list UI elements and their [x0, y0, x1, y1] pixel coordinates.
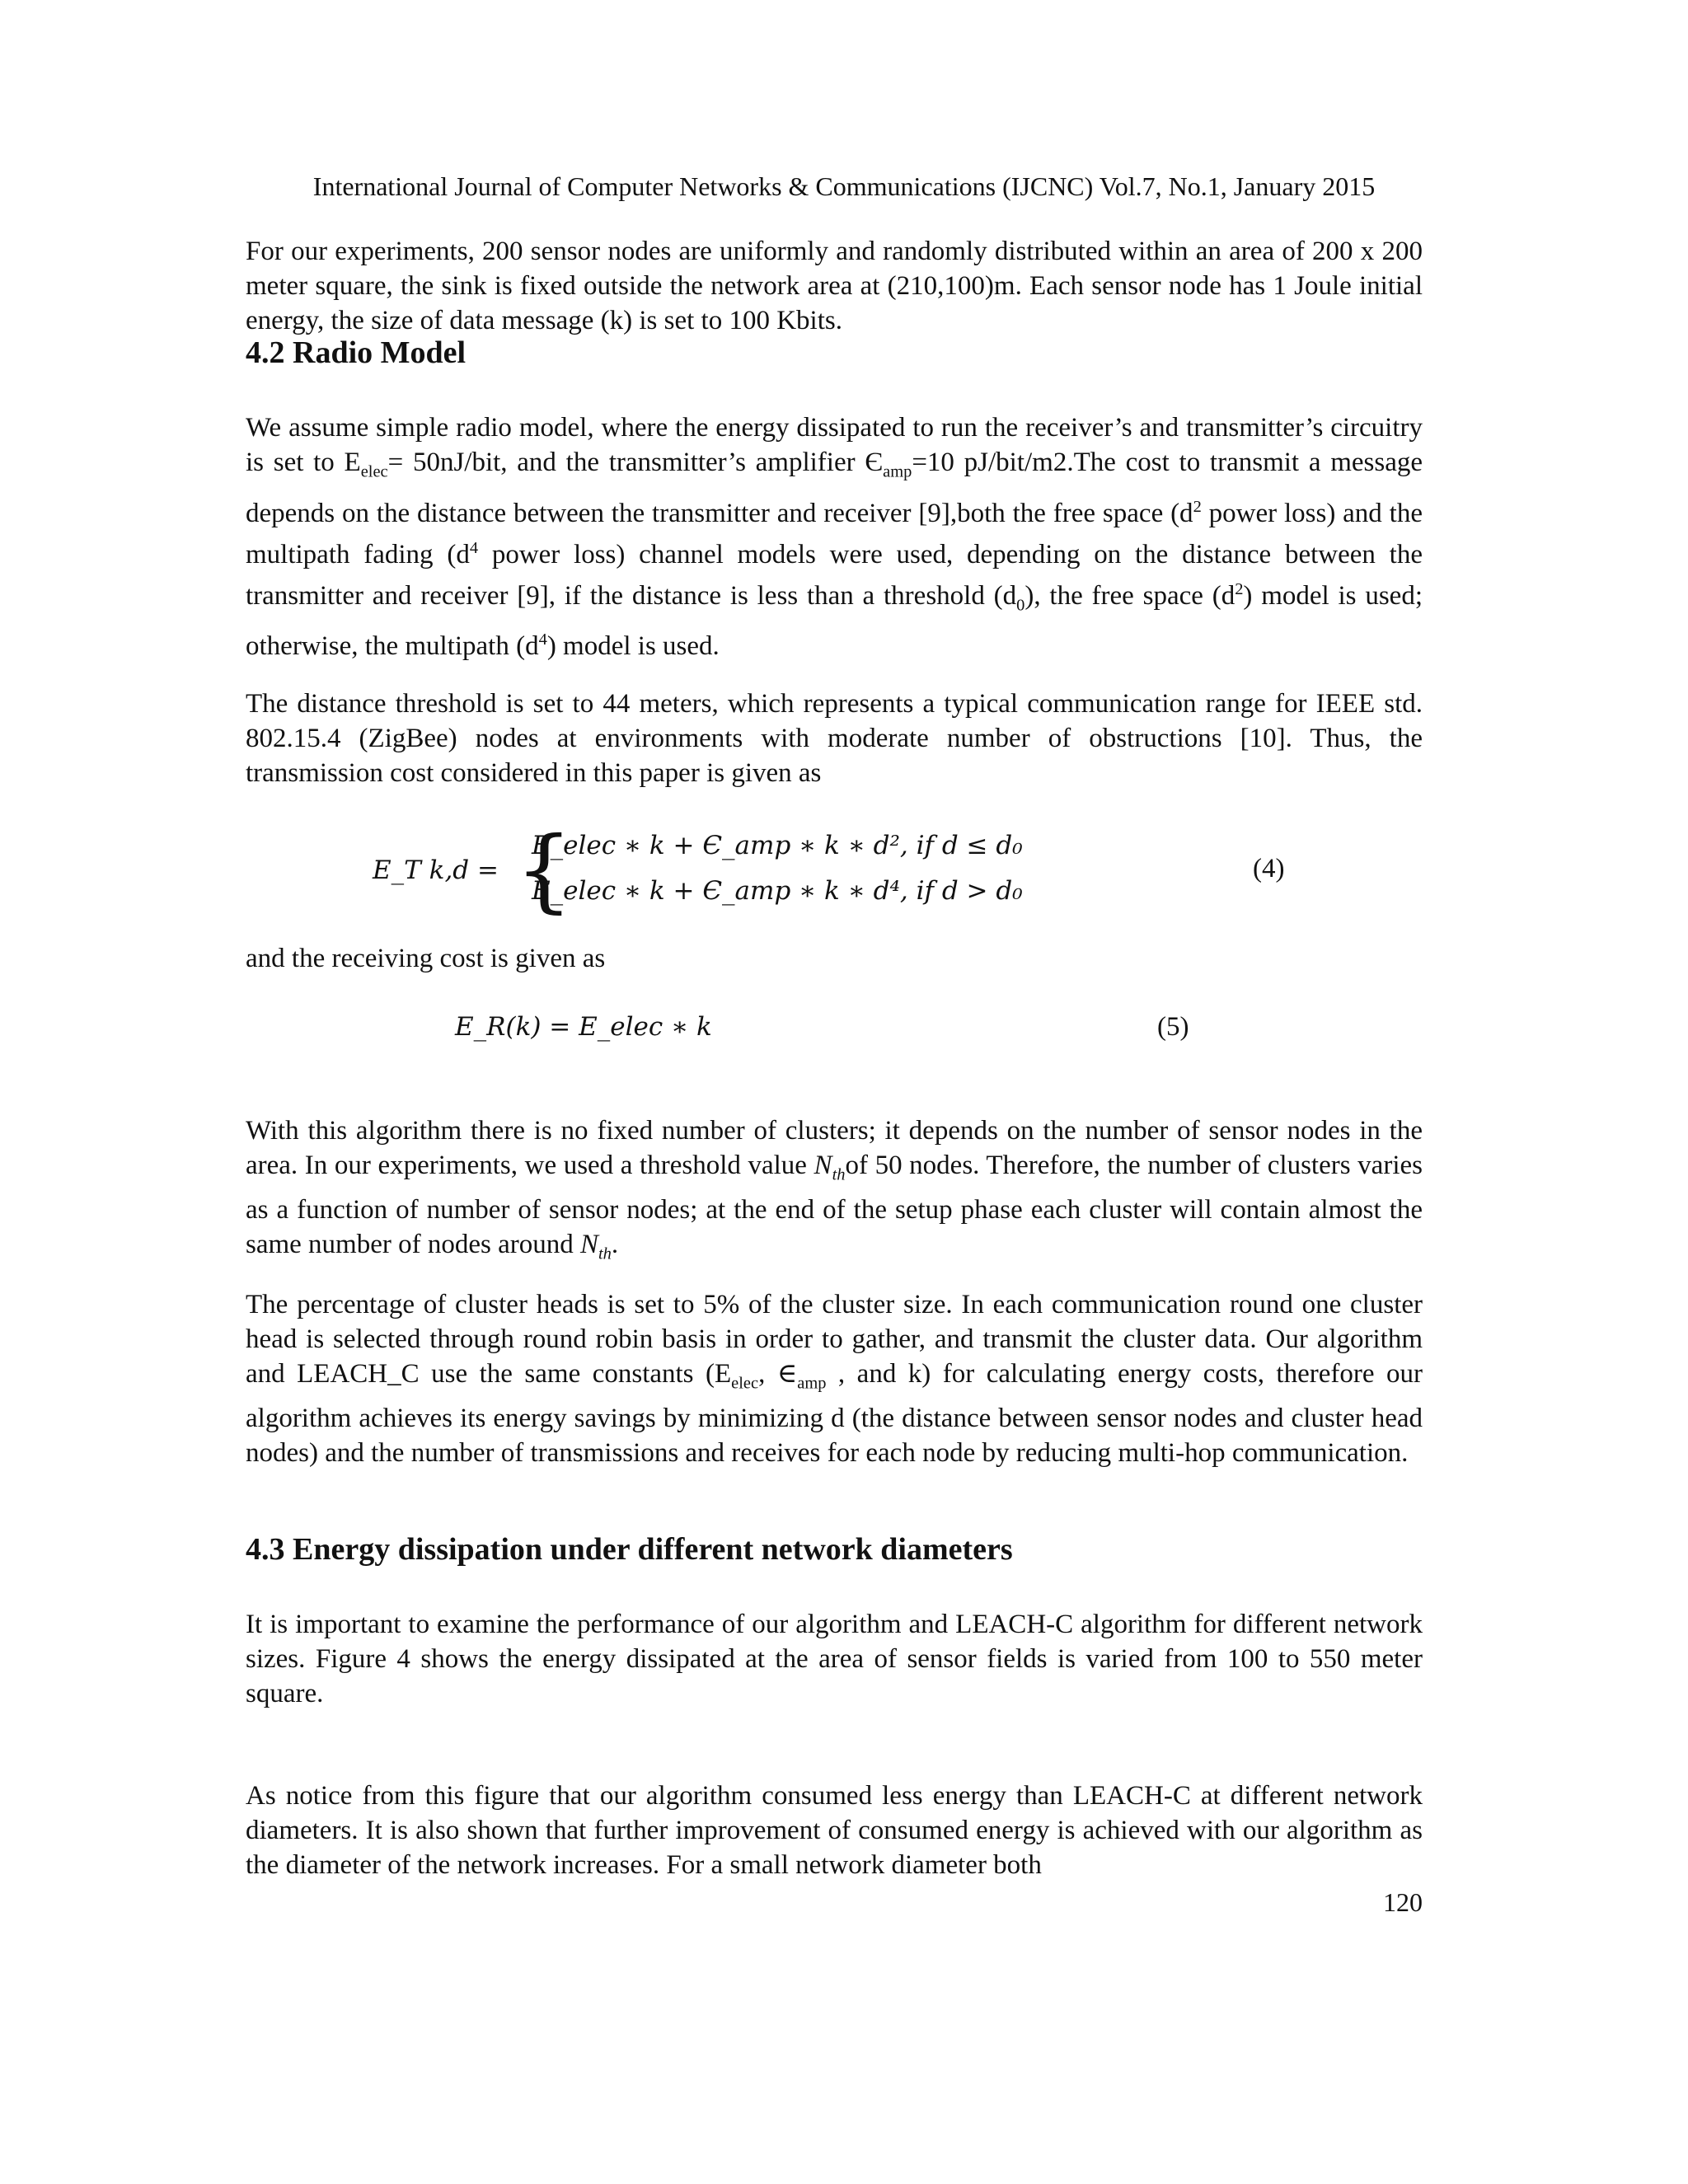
equation-4-brace: {	[515, 817, 573, 922]
section-heading-energy-dissipation: 4.3 Energy dissipation under different network diameters	[246, 1532, 1013, 1567]
clusters-paragraph: With this algorithm there is no fixed number of clusters; it depends on the number of sensor nodes in the area. In our experiments, we used a threshold value $N_{th}of$ 50 nodes. Therefore, the number of clusters varies as a function of number of sensor nodes; at the end of the setup phase each cluster will contain almost the same number of nodes around $N_{th}$.	[246, 1116, 1423, 1263]
cluster-heads-paragraph: The percentage of cluster heads is set to 5% of the cluster size. In each communication round one cluster head is selected through round robin basis in order to gather, and transmit the cluster data. Our algorithm and LEACH_C use the same constants ($E_{elec}$, $\in_{amp}$ , and k) for calculating energy costs, therefore our algorithm achieves its energy savings by minimizing d (the distance between sensor nodes and cluster head nodes) and the number of transmissions and receives for each node by reducing multi-hop communication.	[246, 1290, 1423, 1468]
receiving-cost-paragraph: and the receiving cost is given as	[246, 944, 606, 973]
section-heading-radio-model: 4.2 Radio Model	[246, 335, 467, 370]
running-header: International Journal of Computer Networks & Communications (IJCNC) Vol.7, No.1, January 2015	[312, 171, 1376, 201]
equation-4-line-1: E_elec ∗ k + Є_amp ∗ k ∗ d², if d ≤ d₀	[532, 831, 1023, 860]
equation-4-line-2: E_elec ∗ k + Є_amp ∗ k ∗ d⁴, if d > d₀	[532, 876, 1023, 906]
equation-4-lhs: E_T k,d =	[373, 855, 499, 885]
threshold-paragraph: The distance threshold is set to 44 meters, which represents a typical communication range for IEEE std. 802.15.4 (ZigBee) nodes at environments with moderate number of obstructions [10]. Thus, the transmission cost considered in this paper is given as	[246, 689, 1423, 788]
performance-paragraph: It is important to examine the performance of our algorithm and LEACH-C algorithm for different network sizes. Figure 4 shows the energy dissipated at the area of sensor fields is varied from 100 to 550 meter square.	[246, 1610, 1423, 1708]
equation-5-number: (5)	[1157, 1012, 1189, 1042]
setup-paragraph: For our experiments, 200 sensor nodes are uniformly and randomly distributed within an area of 200 x 200 meter square, the sink is fixed outside the network area at (210,100)m. Each sensor node has 1 Joule initial energy, the size of data message (k) is set to 100 Kbits.	[246, 237, 1423, 335]
page-number: 120	[1383, 1887, 1423, 1917]
radio-model-paragraph: We assume simple radio model, where the energy dissipated to run the receiver’s and transmitter’s circuitry is set to $E_{elec}= 50nJ/bit$, and the transmitter’s amplifier $Є_{amp}=10$ pJ/bit/m2.The cost to transmit a message depends on the distance between the transmitter and receiver [9],both the free space ($d^2$ power loss) and the multipath fading ($d^4$ power loss) channel models were used, depending on the distance between the transmitter and receiver [9], if the distance is less than a threshold $(d_0)$, the free space $(d^2)$ model is used; otherwise, the multipath $(d^4)$ model is used.	[246, 413, 1423, 662]
equation-4-number: (4)	[1253, 854, 1285, 883]
notice-paragraph: As notice from this figure that our algorithm consumed less energy than LEACH-C at different network diameters. It is also shown that further improvement of consumed energy is achieved with our algorithm as the diameter of the network increases. For a small network diameter both	[246, 1781, 1423, 1880]
equation-5: E_R(k) = E_elec ∗ k	[455, 1012, 712, 1042]
